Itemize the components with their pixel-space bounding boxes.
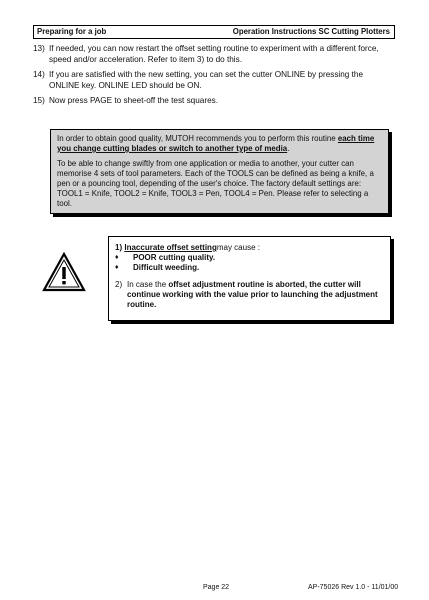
item-number: 1) xyxy=(115,243,123,252)
warning-box xyxy=(108,236,391,321)
manual-title: Operation Instructions SC Cutting Plotters xyxy=(232,27,390,36)
step-13 xyxy=(33,44,395,65)
diamond-bullet-icon: ♦ xyxy=(115,264,119,271)
note-lead: In order to obtain good quality, MUTOH recommends you to perform this routine xyxy=(57,134,336,143)
recommendation-note xyxy=(50,129,389,214)
instruction-steps xyxy=(33,44,395,112)
step-text: If you are satisfied with the new setting, you can set the cutter ONLINE by pressing the ONLINE key. ONLINE LED should be ON. xyxy=(49,70,364,90)
bullet-text: Difficult weeding. xyxy=(133,263,200,272)
warning-title-rest: may cause : xyxy=(216,243,260,252)
note-emphasis: each time you change cutting blades or switch to another type of media xyxy=(57,134,375,153)
item-2-lead: In case the xyxy=(127,280,169,289)
note-end: . xyxy=(287,144,290,153)
step-number: 15) xyxy=(33,96,45,105)
step-text: Now press PAGE to sheet-off the test squares. xyxy=(49,96,218,105)
bullet-text: POOR cutting quality. xyxy=(133,253,216,262)
warning-item-2 xyxy=(115,280,384,310)
document-reference: AP-75026 Rev 1.0 - 11/01/00 xyxy=(308,584,399,591)
item-number: 2) xyxy=(115,280,123,289)
note-paragraph-2: To be able to change swiftly from one application or media to another, your cutter can memorise 4 sets of tool parameters. Each of the TOOLS can be defined as being a knife, a pen or a pouncing tool, depending of the user's choice. The factory default settings are: TOOL1 = Knife, TOOL2 = Knife, TOOL3 = Pen, TOOL4 = Pen. Please refer to selecting a tool. xyxy=(57,159,374,208)
warning-triangle-icon xyxy=(42,252,86,292)
step-text: If needed, you can now restart the offset setting routine to experiment with a different force, speed and/or acceleration. Refer to item 3) to do this. xyxy=(49,44,379,64)
warning-title: Inaccurate offset setting xyxy=(124,243,217,252)
step-15 xyxy=(33,96,395,107)
warning-bullet-2 xyxy=(115,263,384,273)
warning-item-2-text xyxy=(127,280,384,310)
step-number: 14) xyxy=(33,70,45,79)
item-2-bold: offset adjustment routine is aborted, the cutter will continue working with the value prior to launching the adjustment routine. xyxy=(127,280,378,309)
page-header xyxy=(33,25,395,39)
diamond-bullet-icon: ♦ xyxy=(115,254,119,261)
page-number: Page 22 xyxy=(203,584,230,591)
warning-item-1 xyxy=(115,243,384,253)
note-paragraph-1 xyxy=(57,134,382,154)
step-14 xyxy=(33,70,395,91)
section-title: Preparing for a job xyxy=(37,27,107,36)
step-number: 13) xyxy=(33,44,45,53)
warning-bullet-1 xyxy=(115,253,384,263)
